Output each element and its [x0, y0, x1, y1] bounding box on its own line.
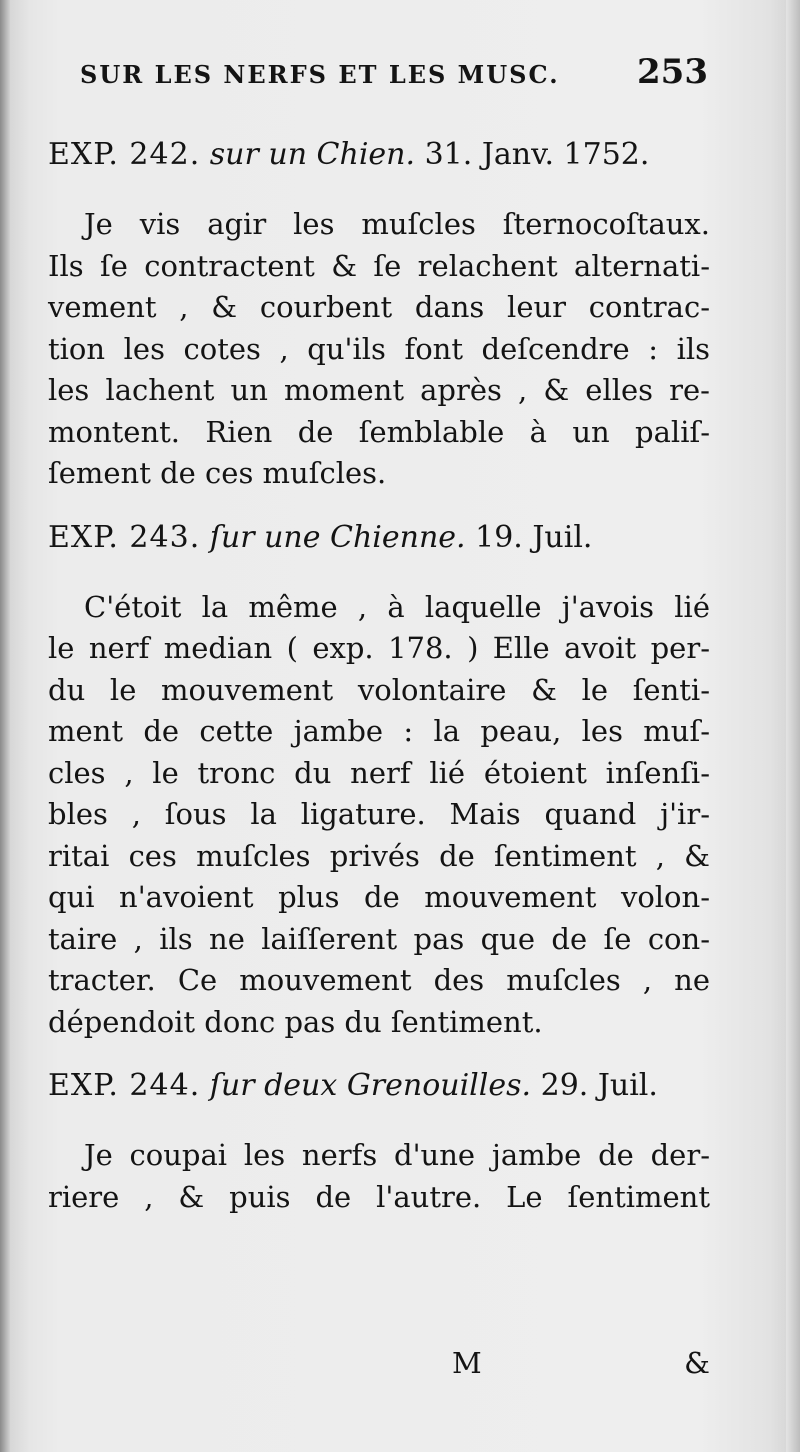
- experiment-label: EXP. 244.: [48, 1068, 201, 1103]
- text-line: Je vis agir les muſcles ſternocoſtaux.: [84, 207, 710, 241]
- experiment-date: 29. Juil.: [540, 1068, 658, 1103]
- page-edge-shadow: [786, 0, 800, 1452]
- page-footer: [48, 1346, 710, 1386]
- text-line: qui n'avoient plus de mouvement volon-: [48, 880, 710, 914]
- text-line: Je coupai les nerfs d'une jambe de der-: [84, 1138, 710, 1172]
- text-line: vement , & courbent dans leur contrac-: [48, 290, 710, 324]
- text-line: montent. Rien de ſemblable à un paliſ-: [48, 414, 710, 449]
- text-line: les lachent un moment après , & elles re-: [48, 373, 710, 407]
- experiment-label: EXP. 242.: [48, 137, 201, 172]
- experiment-date: 31. Janv. 1752.: [424, 137, 650, 172]
- experiment-subject: sur un Chien.: [209, 137, 416, 172]
- text-line: ritai ces muſcles privés de ſentiment , &: [48, 838, 710, 873]
- text-line: le nerf median ( exp. 178. ) Elle avoit per-: [48, 631, 710, 665]
- page-number: 253: [637, 52, 708, 92]
- text-line: Ils ſe contractent & ſe relachent alternati-: [48, 248, 710, 283]
- text-line: bles , ſous la ligature. Mais quand j'ir-: [48, 797, 710, 831]
- experiment-text: [48, 204, 710, 495]
- page-content: [48, 120, 710, 1238]
- text-line: riere , & puis de l'autre. Le ſentiment: [48, 1179, 710, 1214]
- text-line: dépendoit donc pas du ſentiment.: [48, 1004, 543, 1039]
- page-gutter-shadow: [0, 0, 10, 1452]
- text-line: taire , ils ne laiſſerent pas que de ſe con-: [48, 921, 710, 956]
- experiment-text: [48, 1135, 710, 1218]
- text-line: tion les cotes , qu'ils font deſcendre : ils: [48, 331, 710, 366]
- experiment-heading: [48, 1065, 710, 1107]
- text-line: cles , le tronc du nerf lié étoient inſenſi-: [48, 755, 710, 790]
- experiment-subject: ſur deux Grenouilles.: [209, 1068, 532, 1103]
- signature-mark: M: [452, 1346, 482, 1380]
- experiment-date: 19. Juil.: [475, 519, 593, 555]
- experiment-heading: [48, 134, 710, 176]
- text-line: tracter. Ce mouvement des muſcles , ne: [48, 963, 710, 997]
- text-line: du le mouvement volontaire & le ſenti-: [48, 672, 710, 707]
- catchword: &: [684, 1346, 710, 1380]
- text-line: ſement de ces muſcles.: [48, 456, 387, 490]
- text-line: ment de cette jambe : la peau, les muſ-: [48, 714, 710, 748]
- running-head: SUR LES NERFS ET LES MUSC.: [80, 60, 560, 89]
- experiment-label: EXP. 243.: [48, 519, 201, 555]
- experiment-text: [48, 587, 710, 1044]
- text-line: C'étoit la même , à laquelle j'avois lié: [84, 589, 710, 624]
- experiment-subject: ſur une Chienne.: [209, 519, 466, 555]
- experiment-heading: [48, 517, 710, 559]
